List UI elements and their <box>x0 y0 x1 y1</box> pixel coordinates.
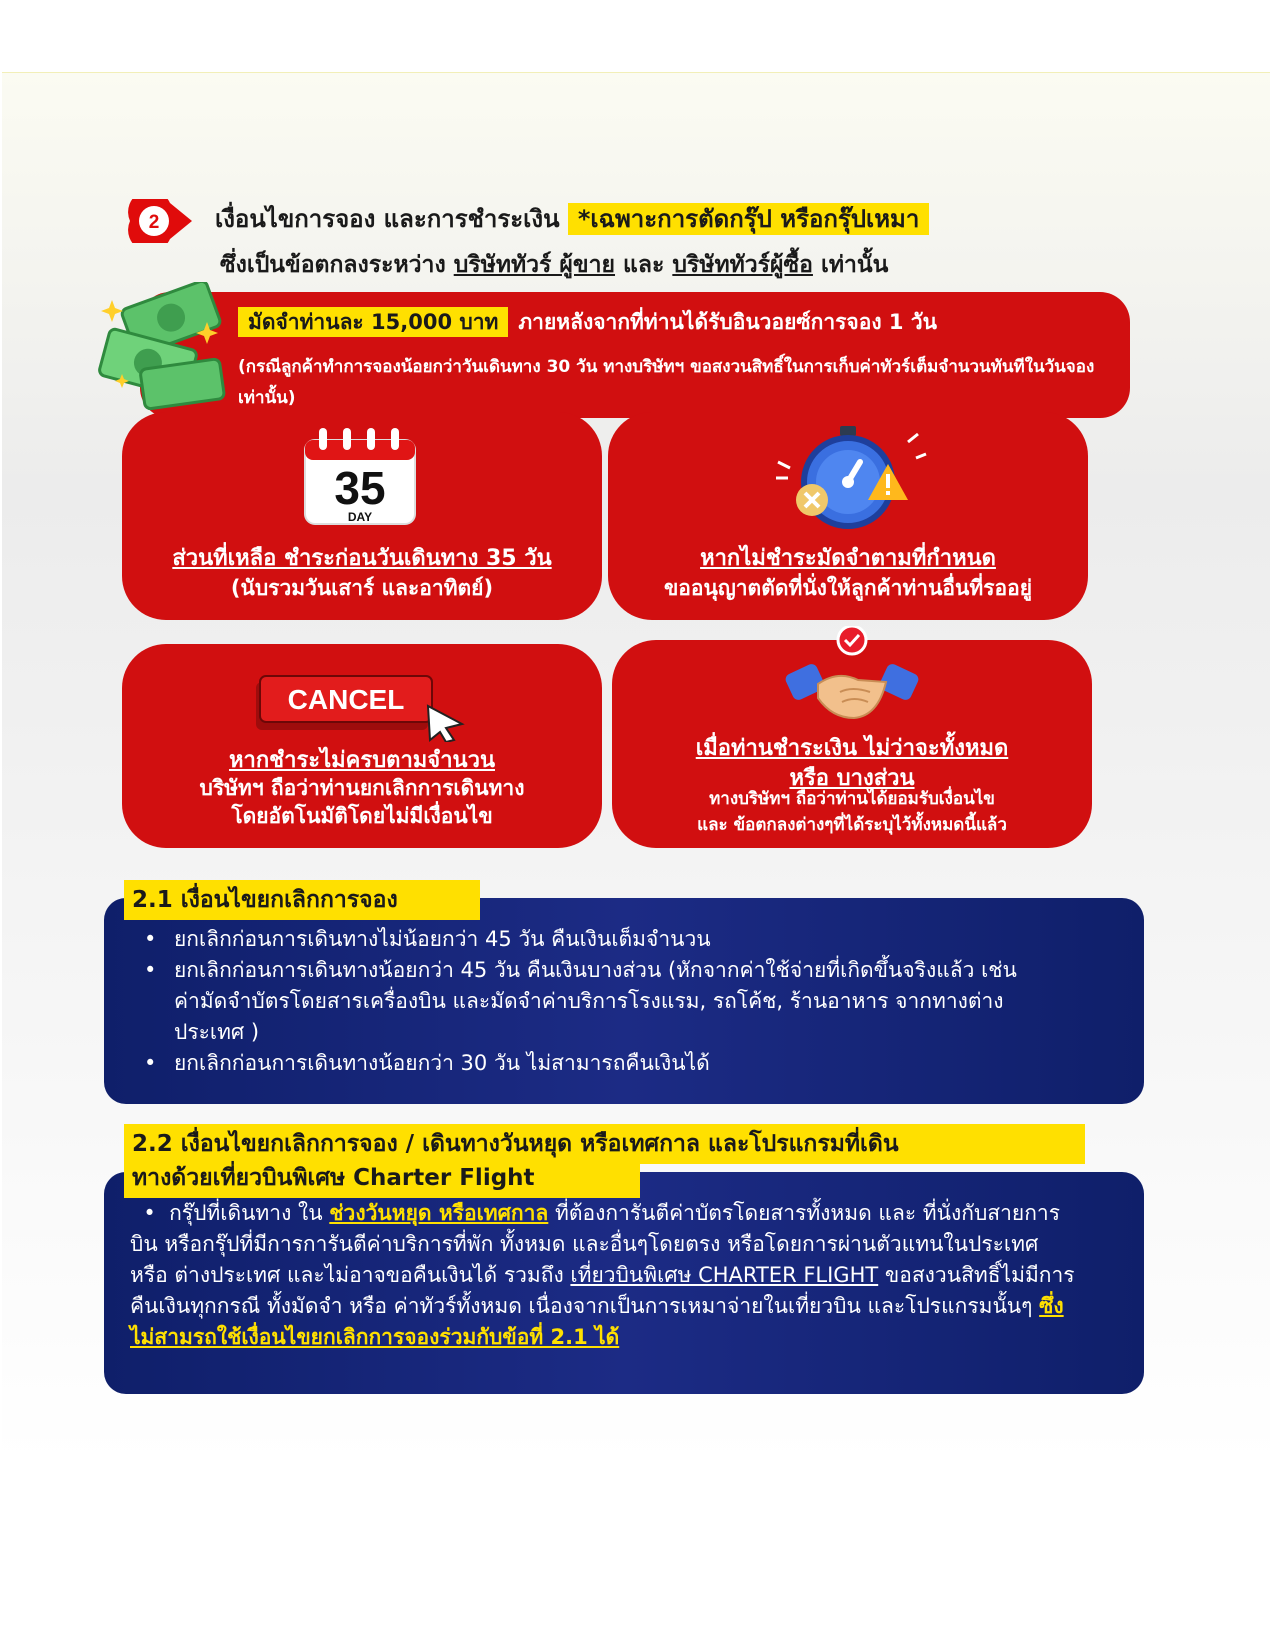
section-2-1-panel <box>104 898 1144 1104</box>
bullet-2-1-b: • ยกเลิกก่อนการเดินทางน้อยกว่า 45 วัน คืนเงินบางส่วน (หักจากค่าใช้จ่ายที่เกิดขึ้นจริงแล้ว เช่น ค่ามัดจำบัตรโดยสารเครื่องบิน และมัดจำค่าบริการโรงแรม, รถโค้ช, ร้านอาหาร จากทางต่างประเทศ ) <box>144 955 1044 1048</box>
cancel-label: CANCEL <box>287 684 405 715</box>
cancel-sub-1: บริษัทฯ ถือว่าท่านยกเลิกการเดินทาง <box>199 776 525 800</box>
card-incomplete-payment <box>122 644 602 848</box>
deposit-line <box>238 306 937 339</box>
calendar-label: DAY <box>347 510 373 524</box>
stopwatch-icon <box>768 422 928 532</box>
heading-and: และ <box>623 252 665 278</box>
cancel-title: หากชำระไม่ครบตามจำนวน <box>229 748 495 773</box>
section-2-2-title-1: 2.2 เงื่อนไขยกเลิกการจอง / เดินทางวันหยุด หรือเทศกาล และโปรแกรมที่เดิน <box>124 1124 1085 1164</box>
card-balance <box>122 412 602 620</box>
cancel-sub-2: โดยอัตโนมัติโดยไม่มีเงื่อนไข <box>231 804 493 828</box>
money-icon <box>82 282 232 412</box>
late-sub: ขออนุญาตตัดที่นั่งให้ลูกค้าท่านอื่นที่รออยู่ <box>663 576 1033 600</box>
balance-sub: (นับรวมวันเสาร์ และอาทิตย์) <box>230 576 494 600</box>
section-2-2-text <box>130 1198 1080 1353</box>
deposit-amount: มัดจำท่านละ 15,000 บาท <box>238 307 508 337</box>
card-late-payment <box>608 412 1088 620</box>
handshake-icon <box>782 626 922 730</box>
bullet-text: ยกเลิกก่อนการเดินทางน้อยกว่า 45 วัน คืนเงินบางส่วน (หักจากค่าใช้จ่ายที่เกิดขึ้นจริงแล้ว เช่น ค่ามัดจำบัตรโดยสารเครื่องบิน และมัดจำค่าบริการโรงแรม, รถโค้ช, ร้านอาหาร จากทางต่างประเทศ ) <box>174 958 1017 1044</box>
accept-title-2: หรือ บางส่วน <box>789 766 915 791</box>
heading-suffix: เท่านั้น <box>820 252 889 278</box>
holiday-highlight: ช่วงวันหยุด หรือเทศกาล <box>329 1201 549 1225</box>
text-part-3: ขอสงวนสิทธิ์ไม่มีการคืนเงินทุกกรณี ทั้งมัดจำ หรือ ค่าทัวร์ทั้งหมด เนื่องจากเป็นการเหมาจ่ายในเที่ยวบิน และโปรแกรมนั้นๆ <box>130 1263 1075 1318</box>
bullet-text: ยกเลิกก่อนการเดินทางน้อยกว่า 30 วัน ไม่สามารถคืนเงินได้ <box>174 1051 710 1075</box>
text-part-1: กรุ๊ปที่เดินทาง ใน <box>169 1201 323 1225</box>
balance-title: ส่วนที่เหลือ ชำระก่อนวันเดินทาง 35 วัน <box>172 546 552 571</box>
heading-main: เงื่อนไขการจอง และการชำระเงิน <box>215 205 560 233</box>
heading-buyer: บริษัททัวร์ผู้ซื้อ <box>672 252 813 278</box>
bullet-2-1-a: • ยกเลิกก่อนการเดินทางไม่น้อยกว่า 45 วัน คืนเงินเต็มจำนวน <box>144 924 1084 955</box>
calendar-icon <box>297 422 423 527</box>
deposit-note: (กรณีลูกค้าทำการจองน้อยกว่าวันเดินทาง 30 วัน ทางบริษัทฯ ขอสงวนสิทธิ์ในการเก็บค่าทัวร์เต็มจำนวนทันทีในวันจองเท่านั้น) <box>238 357 1095 408</box>
bullet-dot: • <box>130 1201 170 1225</box>
late-title: หากไม่ชำระมัดจำตามที่กำหนด <box>700 546 996 571</box>
heading-highlight: *เฉพาะการตัดกรุ๊ป หรือกรุ๊ปเหมา <box>568 203 929 235</box>
section-number-badge <box>126 199 196 243</box>
calendar-number: 35 <box>334 462 386 514</box>
no-combine-highlight: ซึ่งไม่สามรถใช้เงื่อนไขยกเลิกการจองร่วมกับข้อที่ 2.1 ได้ <box>130 1294 1064 1349</box>
section-heading <box>120 195 1220 305</box>
cancel-button-icon <box>252 670 472 742</box>
heading-line-2 <box>220 247 888 283</box>
section-2-2-title-2: ทางด้วยเที่ยวบินพิเศษ Charter Flight <box>124 1158 640 1198</box>
card-accept-terms <box>612 640 1092 848</box>
accept-sub-2: และ ข้อตกลงต่างๆที่ได้ระบุไว้ทั้งหมดนี้แล้ว <box>697 815 1007 835</box>
heading-prefix: ซึ่งเป็นข้อตกลงระหว่าง <box>220 252 446 278</box>
heading-line-1 <box>215 199 929 238</box>
text-part-2: ที่ต้องการันตีค่าบัตรโดยสารทั้งหมด และ ที่นั่งกับสายการบิน หรือกรุ๊ปที่มีการการันตีค่าบริการที่พัก ทั้งหมด และอื่นๆโดยตรง หรือโดยการผ่านตัวแทนในประเทศ หรือ ต่างประเทศ และไม่อาจขอคืนเงินได้ รวมถึง <box>130 1201 1060 1287</box>
deposit-banner <box>140 292 1130 418</box>
accept-sub-1: ทางบริษัทฯ ถือว่าท่านได้ยอมรับเงื่อนไข <box>709 789 995 809</box>
bullet-2-1-c: • ยกเลิกก่อนการเดินทางน้อยกว่า 30 วัน ไม่สามารถคืนเงินได้ <box>144 1048 1084 1079</box>
bullet-text: ยกเลิกก่อนการเดินทางไม่น้อยกว่า 45 วัน คืนเงินเต็มจำนวน <box>174 927 711 951</box>
accept-title-1: เมื่อท่านชำระเงิน ไม่ว่าจะทั้งหมด <box>695 736 1009 761</box>
heading-seller: บริษัททัวร์ ผู้ขาย <box>453 252 616 278</box>
section-number: 2 <box>148 212 160 233</box>
deposit-text: ภายหลังจากที่ท่านได้รับอินวอยซ์การจอง 1 วัน <box>518 310 937 334</box>
charter-flight-text: เที่ยวบินพิเศษ CHARTER FLIGHT <box>570 1263 879 1287</box>
section-2-1-title: 2.1 เงื่อนไขยกเลิกการจอง <box>124 880 480 920</box>
section-2-2-panel <box>104 1172 1144 1394</box>
